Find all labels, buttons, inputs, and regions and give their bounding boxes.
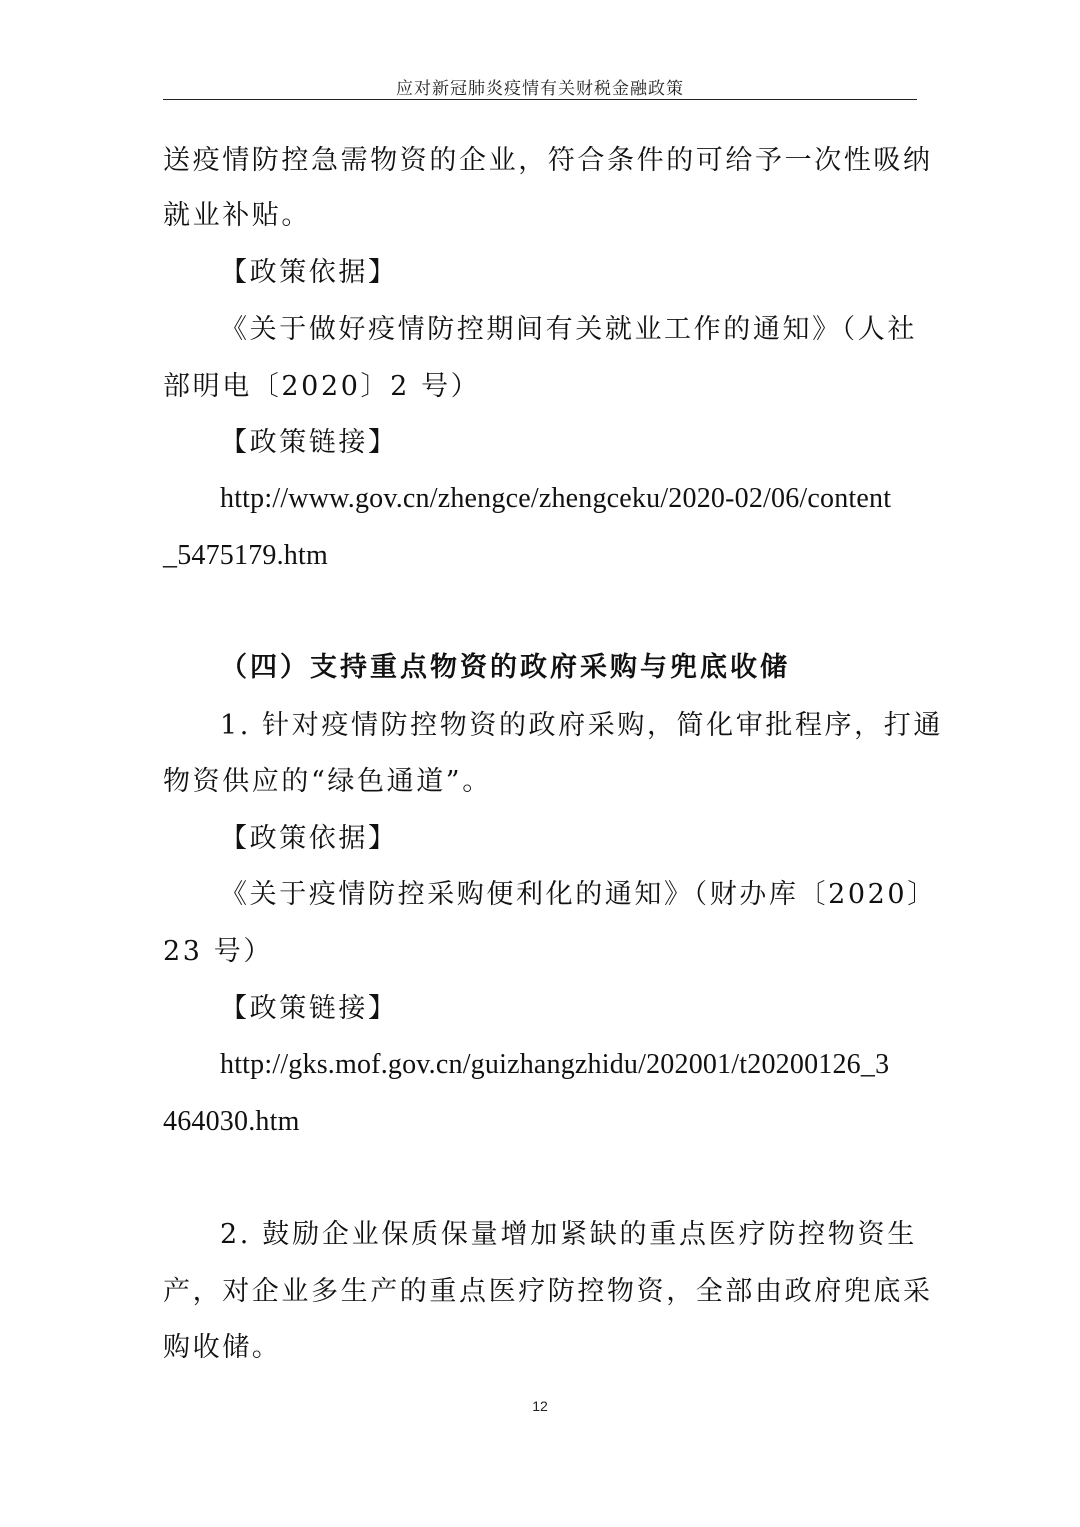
policy-document-number: 23 号） bbox=[163, 936, 273, 967]
policy-basis-label: 【政策依据】 bbox=[220, 257, 398, 288]
body-text-line: 2. 鼓励企业保质保量增加紧缺的重点医疗防控物资生 bbox=[220, 1219, 917, 1250]
policy-link-url[interactable]: http://www.gov.cn/zhengce/zhengceku/2020-02/06/content bbox=[220, 483, 892, 514]
policy-link-url[interactable]: http://gks.mof.gov.cn/guizhangzhidu/202001/t20200126_3 bbox=[220, 1049, 890, 1080]
policy-document-title: 《关于做好疫情防控期间有关就业工作的通知》（人社 bbox=[220, 314, 917, 345]
policy-document-title: 《关于疫情防控采购便利化的通知》（财办库〔2020〕 bbox=[220, 879, 937, 910]
body-text-line: 产，对企业多生产的重点医疗防控物资，全部由政府兜底采 bbox=[163, 1276, 933, 1307]
policy-document-number: 部明电〔2020〕2 号） bbox=[163, 371, 481, 402]
body-text-line: 送疫情防控急需物资的企业，符合条件的可给予一次性吸纳 bbox=[163, 145, 933, 176]
running-header: 应对新冠肺炎疫情有关财税金融政策 bbox=[396, 79, 684, 99]
section-heading: （四）支持重点物资的政府采购与兜底收储 bbox=[220, 652, 790, 683]
body-text-line: 就业补贴。 bbox=[163, 200, 311, 231]
policy-basis-label: 【政策依据】 bbox=[220, 823, 398, 854]
policy-link-url-continued[interactable]: _5475179.htm bbox=[163, 540, 328, 571]
body-text-line: 购收储。 bbox=[163, 1332, 282, 1363]
body-text-line: 1. 针对疫情防控物资的政府采购，简化审批程序，打通 bbox=[220, 710, 943, 741]
policy-link-label: 【政策链接】 bbox=[220, 993, 398, 1024]
header-rule bbox=[163, 99, 917, 100]
body-text-line: 物资供应的“绿色通道”。 bbox=[163, 766, 492, 797]
policy-link-url-continued[interactable]: 464030.htm bbox=[163, 1106, 300, 1137]
policy-link-label: 【政策链接】 bbox=[220, 427, 398, 458]
page-number: 12 bbox=[532, 1398, 548, 1414]
